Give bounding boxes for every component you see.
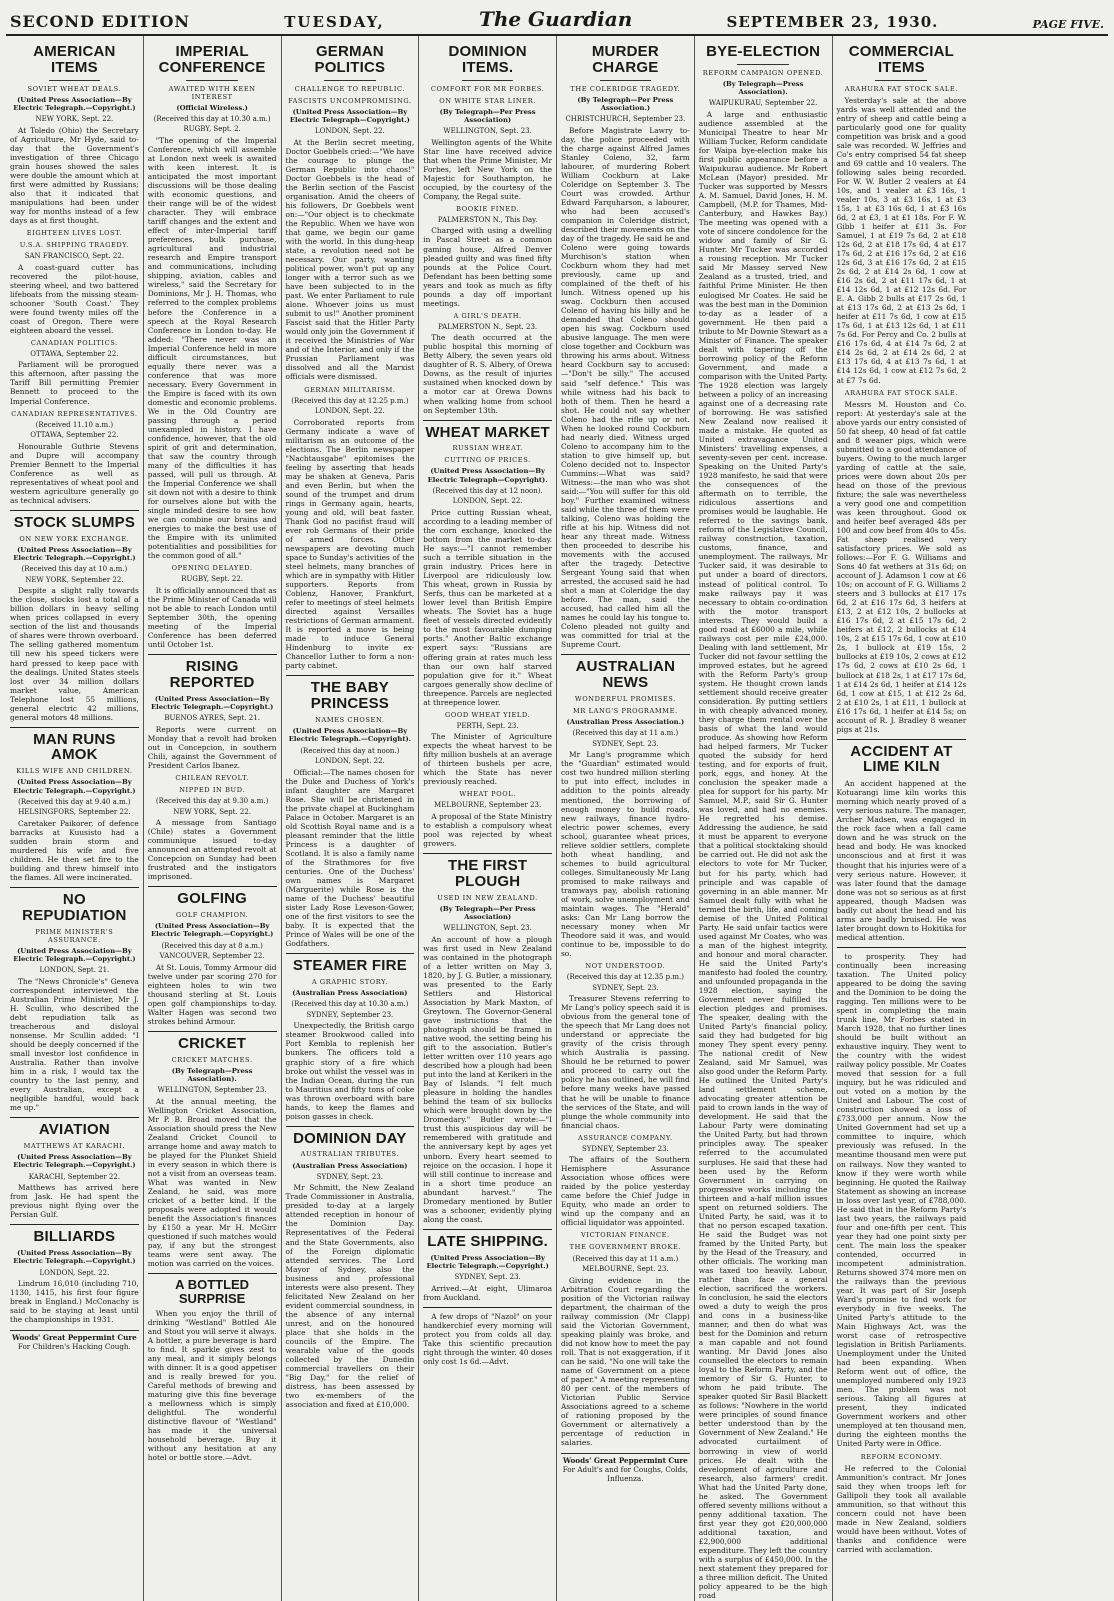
subhead: U.S.A. SHIPPING TRAGEDY. bbox=[19, 241, 130, 249]
divider bbox=[875, 80, 927, 81]
headline-german-politics: GERMAN POLITICS bbox=[314, 43, 386, 76]
dateline: CHRISTCHURCH, September 23. bbox=[565, 115, 686, 124]
ad-tagline: For Children's Hacking Cough. bbox=[17, 1342, 131, 1351]
wire-credit: (By Telegraph—Press Association). bbox=[171, 1066, 253, 1083]
article-text: An account of how a plough was first used in New Zealand was contained in the photograph of a letter written on May 3, 1820, by J. G. Butler, a missionary, was presented to the Early Settlers and Historical Association by Mark Maxton, of Greytown. The Governor-General gave instructions that the photograph should be framed in native wood, the setting being his gift to the association. Butler's letter written over 110 years ago described how a plough had been put into the land at Kerikeri in the Bay of Islands. "I felt much pleasure in holding the handles behind the team of six bullocks which were brought down by the Dromedary." Butler wrote:—"I trust this auspicious day will be remembered with gratitude and the anniversary kept by ages yet unborn. Every heart seemed to rejoice on the occasion. I hope it will still continue to increase and in a short time produce an abundant harvest." The Dromedary mentioned by Butler was a schooner, evidently plying along the coast. bbox=[423, 934, 553, 1224]
wire-credit: (United Press Association—By Electric Telegraph.—Copyright.) bbox=[150, 694, 274, 711]
subhead: WHEAT POOL. bbox=[459, 790, 516, 799]
article-text: Messrs M. Houston and Co. report: At yesterday's sale at the above yards our entry consisted of 50 fat sheep, 40 head of fat cattle and 8 weaner pigs, which were submitted to a good attendance of buyers. Owing to the much larger yarding of cattle at the sale, prices were down about 20s per head on those of the previous fixture; the sale was nevertheless a very good one and competition was keen throughout. Good ox and heifer beef averaged 48s per 100 and cow beef from 40s to 45s. Fat sheep realised very satisfactory prices. We sold as follows:—For F. G. Williams and Sons 40 fat wethers at 31s 6d; on account of J. Adamson 1 cow at £6 10s; on account of F. G. Williams 2 steers and 3 bullocks at £17 17s 6d, 2 at £16 17s 6d, 3 heifers at £13, 2 at £12 10s, 2 bullocks at £16 17s 6d, 2 at £15 17s 6d, 2 heifers at £12, 2 bullocks at £14 10s, 2 at £15 17s 6d, 1 cow at £10 2s, 1 bullock at £19 15s, 2 bullocks at £19 10s, 2 cows at £12 17s 6d, 2 cows at £10 2s 6d, 1 bullock at £18 2s, 1 at £17 17s 6d, 1 at £14 2s 6d, 1 heifer at £14 12s 6d, 1 cow at £15, 1 at £12 2s 6d, 2 at £10 2s, 1 at £11, 1 bullock at £16 17s 6d, 1 heifer at £14 5s; on account of R. J. Bradley 8 weaner pigs at 21s. bbox=[836, 399, 967, 734]
dateline: PALMERSTON N., This Day. bbox=[437, 215, 538, 224]
article-text: A message from Santiago (Chile) states a Government communique issued to-day announced an attempted revolt at Concepcion on Sunday had been frustrated and the instigators imprisoned. bbox=[147, 818, 277, 882]
subhead: NAMES CHOSEN. bbox=[315, 715, 385, 724]
dateline: LONDON, Sept. 21. bbox=[39, 966, 110, 975]
dateline: RUGBY, Sept. 2. bbox=[183, 125, 241, 134]
subhead: GOLF CHAMPION. bbox=[175, 911, 249, 919]
dateline: KARACHI, September 22. bbox=[28, 1172, 121, 1181]
article-text: At the annual meeting, the Wellington Cricket Association, Mr P. B. Broad moved that the Association should press the New Zealand Cricket Council to arrange home and away match to be played for the Plunket Shield in every season in which there is not a visit from an overseas team. What was wanted in New Zealand, he said, was more cricket of a better kind. If the proposals were adopted it would benefit the Association's finances by £150 a year. Mr H. McGirr questioned if such matches would pay, if any but the strongest teams were sent away. The motion was carried on the voices. bbox=[147, 1096, 277, 1269]
wire-credit: (United Press Association—By Electric Telegraph.—Copyright.) bbox=[426, 1253, 549, 1270]
divider bbox=[324, 80, 376, 81]
subhead: FASCISTS UNCOMPROMISING. bbox=[288, 96, 412, 105]
divider bbox=[561, 654, 690, 655]
wire-credit: (United Press Association—By Electric Telegraph.—Copyright.) bbox=[13, 95, 136, 112]
received-time: (Received this day at 9.40 a.m.) bbox=[18, 797, 131, 806]
article-text: Matthews has arrived here from Jask. He had spent the previous night flying over the Persian Gulf. bbox=[10, 1183, 139, 1220]
subhead: AWAITED WITH KEEN INTEREST bbox=[168, 84, 256, 101]
received-time: (Received this day at 11 a.m.) bbox=[572, 729, 679, 738]
received-time: (Received this day at 10.30 a.m.) bbox=[153, 114, 271, 123]
headline-commercial-items: COMMERCIAL ITEMS bbox=[848, 43, 955, 76]
headline-man-runs-amok: MAN RUNS AMOK bbox=[33, 730, 116, 764]
subhead: ON NEW YORK EXCHANGE. bbox=[19, 534, 130, 543]
subhead: MR LANG'S PROGRAMME. bbox=[573, 706, 678, 715]
dateline: WELLINGTON, September 23. bbox=[157, 1086, 267, 1095]
dateline: MELBOURNE, September 23. bbox=[434, 801, 542, 810]
subhead: KILLS WIFE AND CHILDREN. bbox=[16, 767, 133, 776]
divider bbox=[10, 1224, 139, 1225]
column-6 bbox=[695, 36, 833, 1601]
article-text: Mr Lang's programme which the "Guardian" estimated would cost two hundred million sterling to put into effect, includes in addition to the points already mentioned, the borrowing of enough money to build roads, new railways, finance hydro-electric power schemes, every school, guarantee wheat prices, relieve soldier settlers, complete both wheat handling, and schemes to build agricultural colleges. Simultaneously Mr Lang promised to make railways and tramways pay, abolish rationing of work, solve unemployment and maintain wages. The "Herald" asks: Can Mr Lang borrow the necessary money when Mr Theodore said it was, and would continue to be, impossible to do so. bbox=[561, 750, 690, 959]
subhead: RUSSIAN WHEAT. bbox=[452, 444, 523, 453]
article-text: A coast-guard cutter has recovered the pilot-house, steering wheel, and two battered lifeboats from the missing steam-schooner 'South Coast.' They were found twenty miles off the coast of Oregon. There were eighteen aboard the vessel. bbox=[10, 262, 139, 335]
dateline: SYDNEY, Sept. 23. bbox=[454, 1273, 521, 1282]
subhead: BOOKIE FINED. bbox=[456, 204, 520, 213]
article-text: Honourable Guthrie Stevens and Dupre will accompany Premier Bennett to the Imperial Conference as well as representatives of wheat pool and western agriculture generally go as technical advisers. bbox=[10, 441, 139, 505]
headline-dominion-day: DOMINION DAY bbox=[293, 1129, 407, 1147]
dateline: LONDON, Sept. 22. bbox=[314, 757, 385, 766]
article-text: The "News Chronicle's" Geneva correspondent interviewed the Australian Prime Minister, Mr J. H. Scullin, who described the debt repudiation talk as treacherous and disloyal nonsense. Mr Scullin added: "I should be deeply concerned if the small investor lost confidence in Australia. Rather than involve him in a risk, I would tax the country to the last penny, and every Australian, except a negligible handful, would back me up." bbox=[10, 976, 139, 1113]
article-text: Reports were current on Monday that a revolt had broken out in Concepcion, in southern Chili, against the Government of President Carlos Ibanez. bbox=[147, 724, 277, 770]
subhead: EIGHTEEN LIVES LOST. bbox=[26, 228, 123, 237]
divider bbox=[286, 953, 415, 954]
dateline: NEW YORK, Sept. 22. bbox=[173, 807, 252, 816]
divider bbox=[10, 887, 139, 888]
article-text: Price cutting Russian wheat, according to a leading member of the corn exchange, knocked the bottom from the market to-day. He says:—"I cannot remember such a terrible situation in the grain industry. Prices here in Liverpool are ridiculously low. This wheat, grown in Russia by Serfs, thus can be marketed at a lower level than British Empire wheats. The Soviet has a huge fleet of vessels directed evidently to the most favourable dumping ports." Another Baltic exchange expert says: "Russians are offering grain at rates much less than our own half starved population give for it." Wheat cargoes generally show decline of threepence. Parcels are neglected at threepence lower. bbox=[423, 508, 552, 707]
subhead: NOT UNDERSTOOD. bbox=[585, 962, 666, 971]
divider bbox=[286, 1126, 415, 1127]
masthead-day: TUESDAY, bbox=[284, 13, 385, 31]
received-time: (Received this day at noon.) bbox=[300, 746, 400, 755]
article-text: Charged with using a dwelling in Pascal Street as a common gaming house, Alfred Denver pleaded guilty and was fined fifty pounds at the Police Court. Defendant has been betting some years and took as much as fifty pounds a day off important meetings. bbox=[423, 226, 552, 308]
subhead: ON WHITE STAR LINER. bbox=[439, 96, 536, 105]
masthead-date: SEPTEMBER 23, 1930. bbox=[726, 13, 939, 31]
article-text: Yesterday's sale at the above yards was well attended and the entry of sheep and cattle being a particularly good one for quality competition was brisk and a good sale was recorded. W. Jeffries and Co's entry comprised 54 fat sheep and 69 cattle and 10 vealers. The following sales being recorded. For W. W. Butler 2 vealers at £4 10s, and 1 vealer at £3 16s, 1 vealer 10s, 3 at £3 16s, 1 at £3 15s, 1 at £3 16s 6d, 1 at £3 16s 6d, 2 at £3, 1 at £1 18s. For F. W. Gibb 1 heifer at £11 3s. For Samuel, 1 at £19 7s 6d, 2 at £18 12s 6d, 2 at £18 17s 6d, 4 at £17 17s 6d, 2 at £16 17s 6d, 2 at £16 12s 6d, 3 at £16 17s 6d, 2 at £15 2s 6d, 2 at £14 2s 6d, 1 cow at £16 2s 6d, 2 at £11 17s 6d, 1 at £14 12s 6d, 1 at £12 12s 6d. For E. A. Gibb 2 bulls at £17 2s 6d, 1 at £13 17s 6d, 2 at £13 2s 6d, 1 heifer at £11 7s 6d, 1 cow at £15 17s 6d, 1 at £13 12s 6d, 1 at £11 7s 6d. For Percy and Co. 2 bulls at £16 17s 6d, 4 at £14 7s 6d, 2 at £14 2s 6d, 2 at £14 2s 6d, 2 at £13 17s 6d, 4 at £13 7s 6d, 1 at £14 12s 6d, 1 cow at £12 7s 6d, 2 at £7 7s 6d. bbox=[836, 95, 967, 385]
headline-aviation: AVIATION bbox=[38, 1121, 110, 1139]
subhead: CANADIAN REPRESENTATIVES. bbox=[11, 409, 138, 418]
page-number: PAGE FIVE. bbox=[1032, 18, 1104, 31]
headline-australian-news: AUSTRALIAN NEWS bbox=[575, 658, 676, 692]
headline-murder-charge: MURDER CHARGE bbox=[591, 43, 659, 76]
column-2 bbox=[144, 36, 282, 1601]
dateline: SYDNEY, September 23. bbox=[581, 1144, 669, 1153]
subhead: CANADIAN POLITICS. bbox=[30, 338, 118, 347]
subhead: MATTHEWS AT KARACHI. bbox=[23, 1141, 126, 1150]
article-text: Lindrum 16,010 (including 710, 1130, 1415, his first four figure break in England.) McConachy is said to be staying at least until the championships in 1931. bbox=[10, 1279, 139, 1325]
article-text: Arrived.—At eight, Ulimaroa from Auckland. bbox=[423, 1283, 552, 1302]
article-text: Unexpectedly, the British cargo steamer Brookwood called into Port Kembla to replenish her bunkers. The officers told a graphic story of a fire which broke out whilst the vessel was in the Indian Ocean, during the run to Mauritius and fifty tons of coke was thrown overboard with bare hands, to keep the flames and poison gasses in check. bbox=[285, 1021, 415, 1121]
dateline: HELSINGFORS, September 22. bbox=[18, 808, 131, 817]
article-text: It is officially announced that as the Prime Minister of Canada will not be able to reach London until September 30th, the opening meeting of the Imperial Conference has been deferred until October 1st. bbox=[147, 585, 277, 650]
divider bbox=[148, 654, 277, 655]
divider bbox=[286, 675, 415, 676]
wire-credit: (United Press Association—By Electric Telegraph.—Copyright.) bbox=[13, 778, 136, 795]
subhead: CHILEAN REVOLT. bbox=[175, 773, 249, 782]
subhead: CHALLENGE TO REPUBLIC. bbox=[294, 84, 406, 93]
received-time: (Received this day at 8 a.m.) bbox=[161, 941, 263, 950]
wire-credit: (United Press Association—By Electric Telegraph.—Copyright.) bbox=[13, 946, 136, 963]
headline-accident-lime-kiln: ACCIDENT AT LIME KILN bbox=[850, 742, 953, 776]
subhead: WONDERFUL PROMISES. bbox=[574, 694, 676, 703]
wire-credit: (Australian Press Association) bbox=[292, 1161, 408, 1170]
subhead: ASSURANCE COMPANY. bbox=[578, 1133, 673, 1142]
wire-credit: (United Press Association—By Electric Telegraph.—Copyright.) bbox=[150, 922, 274, 939]
dateline: LONDON, Sept. 22. bbox=[314, 127, 385, 136]
dateline: SYDNEY, Sept. 23. bbox=[316, 1172, 383, 1181]
article-text: The death occurred at the public hospital this morning of Betty Albery, the seven years old daughter of R. S. Albery, of Orewa Downs, as the result of injuries sustained when knocked down by a motor car at Orewa Downs when walking home from school on September 13th. bbox=[423, 333, 552, 415]
divider bbox=[837, 947, 967, 948]
divider bbox=[186, 80, 238, 81]
received-time: (Received this day at 12 noon). bbox=[432, 486, 543, 495]
headline-stock-slumps: STOCK SLUMPS bbox=[13, 513, 136, 531]
headline-bottled-surprise: A BOTTLED SURPRISE bbox=[175, 1277, 250, 1306]
subhead: THE COLERIDGE TRAGEDY. bbox=[570, 84, 681, 93]
received-time: (Received this day at 10.30 a.m.) bbox=[291, 1000, 409, 1009]
subhead: A GIRL'S DEATH. bbox=[453, 311, 522, 320]
dateline: SYDNEY, Sept. 23. bbox=[592, 983, 659, 992]
article-text: Despite a slight rally towards the close, stocks lost a total of a billion dollars in heavy selling when prices collapsed in every section of the list and thousands of shares were thrown overboard. The selling gathered momentum till new his speed tickers were hard pressed to keep pace with the dealings. United States steels lost over 34 million dollars market value, American Telephone lost 55 millions, general electric 42 millions, general motors 48 millions. bbox=[10, 586, 139, 722]
newspaper-title: The Guardian bbox=[478, 7, 633, 31]
subhead: OPENING DELAYED. bbox=[171, 564, 253, 573]
wire-credit: (Official Wireless.) bbox=[176, 103, 248, 112]
dateline: WELLINGTON, Sept. 23. bbox=[443, 127, 532, 136]
wire-credit: (United Press Association—By Electric Telegraph—Copyright). bbox=[427, 467, 548, 484]
dateline: MELBOURNE, Sept. 23. bbox=[582, 1265, 669, 1274]
received-time: (Received 11.10 a.m.) bbox=[35, 420, 114, 429]
dateline: SYDNEY, Sept. 23. bbox=[592, 739, 659, 748]
headline-cricket: CRICKET bbox=[178, 1034, 247, 1052]
article-text: At St. Louis, Tommy Armour did twelve under par scoring 270 for eighteen holes to win two thousand sterling at St. Louis open golf championships to-day. Walter Hagen was second two strokes behind Armour. bbox=[147, 962, 277, 1026]
wire-credit: (By Telegraph—Press Association). bbox=[722, 79, 804, 97]
subhead: REFORM CAMPAIGN OPENED. bbox=[702, 68, 824, 77]
headline-no-repudiation: NO REPUDIATION bbox=[22, 891, 127, 924]
advertisement bbox=[10, 1330, 139, 1352]
column-7 bbox=[833, 36, 971, 1601]
dateline: OTTAWA, September 22. bbox=[30, 431, 119, 440]
wire-credit: (United Press Association—By Electric Telegraph.—Copyright.) bbox=[13, 1153, 136, 1170]
divider bbox=[148, 1273, 277, 1274]
divider bbox=[423, 420, 552, 421]
wire-credit: (United Press Association—By Electric Telegraph—Copyright.) bbox=[289, 107, 410, 124]
subhead: ARAHURA FAT STOCK SALE. bbox=[844, 388, 959, 397]
wire-credit: (United Press Association—By Electric Telegraph.—Copyright.) bbox=[13, 1248, 136, 1266]
divider bbox=[10, 1117, 139, 1118]
masthead bbox=[6, 6, 1108, 36]
subhead: USED IN NEW ZEALAND. bbox=[437, 893, 538, 902]
ad-tagline: For Adult's and for Coughs, Colds, Influenza. bbox=[562, 1464, 689, 1483]
article-text: An accident happened at the Kotuarangi lime kiln works this morning which nearly proved of a very serious nature. The manager, Archer Madsen, was engaged in the rock face when a fall came down and he was struck on the head and body. He was knocked unconscious and at first it was thought that his injuries were of a very serious nature. However, it was later found that the damage done was not so serious as at first appeared, though Madsen was badly cut about the head and his arms are badly bruised. He was later brought down to Hokitika for medical attention. bbox=[836, 779, 967, 942]
subhead: THE GOVERNMENT BROKE. bbox=[569, 1243, 682, 1252]
article-text: Before Magistrate Lawry to-day, the police proceeded with the charge against Alfred James Stanley Coleno, 32, farm labourer, of murdering Robert William Cockburn at Lake Coleridge on September 3. The Court was crowded. Arthur Edward Farquharson, a labourer, who had been accused's companion in Coleridge district, described their movements on the day of the tragedy. He said he and Coleno were going towards Murchison's station when Cockburn whom they had met previously, came up and complained of the theft of his lunch. Witness opened up his swag. Cockburn then accused Coleno of having his billy and he demanded that Coleno should open his swag. Cockburn used abusive language. The men were close together and Cockburn was throwing his arms about. Witness heard Cockburn say to accused:—"Don't be silly." The accused said "self defence." This was while witness had his back to both of them. Then he heard a shot. He could not say whether Coleno had the rifle up or not. When he looked round Cockburn had nearly died. Witness urged Coleno to accompany him to the station to give himself up, but Coleno decided not to. Inspector Cummins:—What was said? Witness:—the man who was shot said:—"You will suffer for this old boy." Further examined witness said while the three of them were talking, Coleno was holding the rifle at his hip. Witness did not hear any threat made. Witness then proceeded to describe his movements with the accused after the tragedy. Detective Sergeant Young said that when arrested, the accused said he had shot a man at Coleridge the day before. The man, said the accused, had called him all the names he could lay his tongue to. Coleno pleaded not guilty and was committed for trial at the Supreme Court. bbox=[561, 125, 690, 650]
article-text: A large and enthusiastic audience assembled at the Municipal Theatre to hear Mr William Tucker, Reform candidate for Waipa bye-election make his first public appearance before a Waipukurau audience. Mr Robert McLean (Mayor) presided. Mr Tucker was supported by Messrs A. M. Samuel, David Jones, H. M. Campbell, (M.P. for Thames, Mid-Canterbury, and Hawkes Bay.) The meeting was opened with a vote of sincere condolence for the widow and family of Sir G. Hunter. Mr Tucker was accorded a rousing reception. Mr Tucker said Mr Massey served New Zealand as a trusted, tried, and faithful Prime Minister. He then eulogised Mr Coates. He said he was the best man in the Dominion to-day as a leader of a government. He then paid a tribute to Mr Downie Stewart as a Minister of Finance. The speaker dealt with tapering off the borrowing policy of the Reform Government, and made a comparison with the United Party. The 1928 election was largely between a policy of an increasing against one of a decreasing rate of borrowing. He was satisfied New Zealand now realised it made a mistake. He quoted as United extravagance United Ministers' travelling expenses, a seventy-seven per cent. increase. Speaking on the United Party's 1928 manifesto, he said that were the consequences of the aftermath on to terrible, the ridiculous assertions and promises would be laughable. He referred to the savings bank, reform of the Legislative Council, railway construction, taxation, customs, finance, and unemployment. The railways, Mr Tucker said, it was desirable to put under a board of directors, instead of political control. To make railways pay it was necessary to obtain co-ordination with the motor transport interests. They would build a good road at £6000 a mile, while railways cost per mile £24,000. Dealing with land settlement, Mr Tucker did not favour settling the improved estates, but he agreed with the Reform Party's group system. He thought crown lands settlement should receive greater consideration. By putting settlers in with cheaply advanced money, they charge them rental over the basis of what the land would produce. As showing how Reform had helped farmers, Mr Tucker quoted the subsidy for herd testing, and for exports of fruit, pork, eggs, and honey. At the conclusion the speaker made a plea for support for his party. Mr Samuel, M.P., said Sir G. Hunter was loved, and had no enemies. He regretted his demise. Addressing the audience, he said it must be apparent to everyone that a political stocktaking should be carried out. He did not ask the electors to vote for Mr Tucker, but for his party, which had principle and was capable of governing in an able manner. Mr Samuel dealt fully with what he termed the birth, life, and coming demise of the United Political Party. He said unfair tactics were used against Mr Coates, who was a man of the highest integrity, and honour and moral character. He said the United Party's manifesto had fooled the country, and unfounded propaganda in the 1928 election, saying the Government never fulfilled its election pledges and promises. The speaker, dealing with the United Party's financial policy, said they had budgeted for big money They spent every penny. The national credit of New Zealand, said Mr Samuel, was also good under the Reform Party. He outlined the United Party's land settlement scheme, advocating greater attention be paid to crown lands in the way of development. He said that the Labour Party were dominating the United Party, but had thrown principles away. The speaker referred to the accumulated surpluses. He said that these had been used by the Reform Government in carrying on progressive works including the thirteen and a-half million issues spent on returned soldiers. The United Party, he said, was it to that no person escaped taxation. He said the Budget was not framed by the United Party, but by the Head of the Treasury, and other officials. The working man was taxed too heavily. Labour, rather than face a general election, sacrificed the workers. In conclusion, he said the electors owed a duty to weigh the pros and cons in a business-like manner, and then do what was best for the Dominion and return a man capable and not found wanting. Mr David Jones also counselled the electors to remain loyal to the Reform Party, and the memory of Sir G. Hunter, to whom he paid tribute. The speaker quoted Sir Basil Blackett as follows: "Nowhere in the world were principles of sound finance better understood than by the Government of New Zealand." He advocated curtailment of borrowing in view of world prices. He dealt with the development of agriculture and research, also farmers' credit. What had the United Party done, he asked. The Government offered seventy millions without a penny additional taxation. The first year they got £20,000,000 additional taxation, and £2,900,000 additional expenditure. They left the country with a surplus of £450,000. In the next statement they prepared for a three million deficit. The United policy appeared to be the high road bbox=[698, 109, 828, 1600]
column-3 bbox=[282, 36, 420, 1601]
article-text: He referred to the Colonial Ammunition's contract. Mr Jones said they when troops left for Gallipoli they took all available ammunition, so that without this concern could not have been made in New Zealand, soldiers would have been without. Votes of thanks and confidence were carried with acclamation. bbox=[836, 1463, 967, 1554]
ad-title: Woods' Great Peppermint Cure bbox=[12, 1333, 137, 1343]
divider bbox=[423, 1307, 552, 1308]
headline-late-shipping: LATE SHIPPING. bbox=[427, 1232, 549, 1250]
subhead: SOVIET WHEAT DEALS. bbox=[27, 84, 122, 93]
received-time: (Received this day at 11 a.m.) bbox=[572, 1254, 679, 1263]
subhead: PRIME MINISTER'S ASSURANCE. bbox=[35, 927, 114, 944]
article-text: At Toledo (Ohio) the Secretary of Agriculture, Mr Hyde, said to-day that the Government's investigation of three Chicago grain houses showed the sales were double the amount which at first were admitted by Russians; also that it indicated that manipulations had been under way for months instead of a few days as at first thought. bbox=[10, 125, 139, 225]
divider bbox=[600, 80, 652, 81]
divider bbox=[423, 1229, 552, 1230]
divider bbox=[148, 886, 277, 887]
article-text: Wellington agents of the White Star line have received advice that when the Prime Minister, Mr Forbes, left New York on the Majestic for Southampton, he occupied, by the courtesy of the Company, the Regal suite. bbox=[423, 137, 552, 201]
dateline: SYDNEY, September 23. bbox=[306, 1010, 394, 1019]
dateline: LONDON, Sept. 22. bbox=[452, 497, 523, 506]
received-time: (Received this day at 12.25 p.m.) bbox=[291, 396, 409, 405]
dateline: OTTAWA, September 22. bbox=[30, 349, 119, 358]
headline-steamer-fire: STEAMER FIRE bbox=[292, 957, 407, 975]
dateline: RUGBY, Sept. 22. bbox=[181, 575, 244, 584]
article-text: "The opening of the Imperial Conference, which will assemble at London next week is awaited with keen interest. It is anticipated the most important discussions will be those dealing with economic questions, and their range will be of the widest character. They will embrace tariff changes and the extent and effect of inter-Imperial tariff preferences, bulk purchase, agricultural and industrial research and Empire transport and communications, including shipping, aviation, cables and wireless," said the Secretary for Dominions, Mr J. H. Thomas, who referred to the complex problems before the Conference in a speech at the Royal Research Conference in London to-day. He added: "There never was an Imperial Conference held in more difficult circumstances, but equally there never was a conference that was more necessary. Every Government in the Empire is faced with its own domestic and economic problems. We in the Old Country are passing through a period unexampled in history. I have confidence, however, that the old spirit of grit and determination, that saw the country through many of the difficulties it has passed, will pull us through. At the Imperial Conference we shall sit down not with a desire to think for ourselves alone but with the single minded desire to see how we can combine our brains and energies to make the best use of the Empire with its unlimited potentialities and possibilities for the common good of all." bbox=[147, 135, 277, 561]
column-4 bbox=[419, 36, 557, 1601]
divider bbox=[148, 1031, 277, 1032]
dateline: PALMERSTON N., Sept. 23. bbox=[438, 322, 538, 331]
headline-rising-reported: RISING REPORTED bbox=[169, 658, 255, 691]
wire-credit: (By Telegraph—Per Press Association.) bbox=[577, 95, 674, 112]
subhead: AUSTRALIAN TRIBUTES. bbox=[300, 1150, 400, 1159]
subhead: CRICKET MATCHES. bbox=[171, 1055, 253, 1064]
columns bbox=[6, 36, 1108, 1600]
wire-credit: (United Press Association—By Electric Telegraph.—Copyright). bbox=[288, 727, 412, 744]
headline-first-plough: THE FIRST PLOUGH bbox=[447, 857, 528, 890]
dateline: BUENOS AYRES, Sept. 21. bbox=[164, 714, 260, 723]
dateline: LONDON, Sept. 22. bbox=[39, 1268, 110, 1277]
divider bbox=[10, 510, 139, 511]
subhead: NIPPED IN BUD. bbox=[179, 785, 246, 794]
subhead: CUTTING OF PRICES. bbox=[444, 456, 531, 465]
dateline: WAIPUKURAU, September 22. bbox=[708, 99, 818, 108]
article-text: to prosperity. They had continually been increasing taxation. The United policy appeared to be doing the saving and the Dominion to be doing the ragging. Ten millions were to be spent in completing the main trunk line, Mr Forbes stated in March 1928, that no further lines should be built without an exhaustive inquiry. They went to the country with the widest railway policy possible. Mr Coates moved that session for a full inquiry, but he was ridiculed and out voted on a motion by the United and Labour. The cost of construction showed a loss of £733,000 per annum. Now the United Government had set up a committee to inquire, which previously was refused. In the meantime thousand men were put on railways. Now they wanted to know if they were worth while beginning. He quoted the Railway Statement as showing an increase in loss over last year, of £788,000. He said that in the Reform Party's last two years, the railways paid four and one-fifth per cent. This year they had one point sixty per cent. The main loss the speaker contended, occurred in incompetent administration. Returns showed 374 more men on the railways than the previous year. It was part of Sir Joseph Ward's promise to find work for everybody in five weeks. The United Party's attitude to the Main Highways Act, was the worst case of retrospective legislation in British Parliaments. Unemployment under the United had been expanding. When Reform went out of office, the unemployed numbered only 1923 men. The problem was not serious. Taking all figures at present, they indicated Government workers and other unemployed at ten thousand men, during the eighteen months the United Party were in Office. bbox=[836, 951, 967, 1449]
article-text: Parliament will be prorogued this afternoon, after passing the Tariff Bill permitting Premier Bennett to proceed to the Imperial Conference. bbox=[10, 360, 139, 406]
headline-dominion-items: DOMINION ITEMS. bbox=[448, 43, 527, 76]
subhead: ARAHURA FAT STOCK SALE. bbox=[844, 84, 959, 93]
divider bbox=[10, 727, 139, 728]
headline-billiards: BILLIARDS bbox=[33, 1228, 116, 1246]
headline-golfing: GOLFING bbox=[177, 890, 247, 908]
headline-wheat-market: WHEAT MARKET bbox=[425, 423, 550, 441]
wire-credit: (United Press Association—By Electric Telegraph.—Copyright.) bbox=[13, 545, 136, 562]
article-text: Caretaker Paikorer, of defence barracks at Kuusisto had a sudden brain storm and murdered his wife and five children. He then set fire to the building and threw himself into the flames. All were incinerated. bbox=[10, 818, 139, 883]
article-text: The affairs of the Southern Hemisphere Assurance Association whose offices were raided by the police yesterday came before the Chief Judge in Equity, who made an order to wind up the company and an official liquidator was appointed. bbox=[561, 1155, 690, 1228]
dateline: NEW YORK, September 22. bbox=[25, 575, 124, 584]
article-text: Giving evidence in the Arbitration Court regarding the position of the Victorian railway department, the chairman of the railway commission (Mr Clapp) said the Victorian Government, speaking plainly was broke, and did not know how to meet the pay roll. That is not exaggeration, if it can be said. "No one will take the name of Government on a piece of paper." A meeting representing 80 per cent. of the members of Victorian Public Service Associations agreed to a scheme of rationing proposed by the Government or alternatively a percentage of reduction in salaries. bbox=[561, 1275, 690, 1448]
article-text: A proposal of the State Ministry to establish a compulsory wheat pool was rejected by wheat growers. bbox=[423, 812, 552, 849]
wire-credit: (Australian Press Association) bbox=[292, 989, 408, 998]
column-1 bbox=[6, 36, 144, 1601]
dateline: NEW YORK, Sept. 22. bbox=[35, 115, 114, 124]
advertisement bbox=[561, 1453, 690, 1483]
advertisement-text: A few drops of "Nazol" on your handkerchief every morning will protect you from colds all day. Take this scientific precaution right through the winter. 40 doses only cost 1s 6d.—Advt. bbox=[423, 1311, 552, 1366]
subhead: VICTORIAN FINANCE. bbox=[581, 1231, 670, 1240]
subhead: GOOD WHEAT YIELD. bbox=[445, 710, 531, 719]
dateline: LONDON, Sept. 22. bbox=[314, 407, 385, 416]
edition-label: SECOND EDITION bbox=[10, 12, 190, 31]
article-text: Official:—The names chosen for the Duke and Duchess of York's infant daughter are Margaret Rose. She will be christened in the private chapel at Buckingham Palace in October. Margaret is an old Scottish Royal name and is a pleasant reminder that the little Princess is a daughter of Scotland. It is also a family name of the Strathmores for five centuries. One of the Duchess' own names is Margaret (Marguerite) while Rose is the name of the Duchess' beautiful sister Lady Rose Leveson-Gower, one of the first visitors to see the baby. It is expected that the Prince of Wales will be one of the Godfathers. bbox=[285, 767, 415, 949]
divider bbox=[837, 739, 967, 740]
dateline: VANCOUVER, September 22. bbox=[159, 952, 265, 961]
divider bbox=[49, 80, 101, 81]
dateline: WELLINGTON, Sept. 23. bbox=[443, 924, 532, 933]
article-text: Mr Schmitt, the New Zealand Trade Commissioner in Australia, presided to-day at a largely attended reception in honour of the Dominion Day. Representatives of the Federal and the State Governments, also of the Foreign diplomatic attended services. The Lord Mayor of Sydney, also the business and professional interests were also present. They felicitated New Zealand on her evident commercial soundness, in the absence of any internal unrest, and on the honoured place that she holds in the councils of the Empire. The wearable value of the goods collected by the Dunedin commercial travellers on their "Big Day," for the relief of distress, has been assessed by two ex-members of the association and fixed at £10,000. bbox=[285, 1183, 415, 1410]
headline-bye-election: BYE-ELECTION bbox=[706, 43, 821, 60]
advertisement-text: When you enjoy the thrill of drinking "Westland" Bottled Ale and Stout you will serve it always. A bottler, a pure beverage is hard to find. It sparkle gives zest to any meal, and it simply belongs with dinner. It is a good appetiser and is really brewed for you. Careful methods of brewing and maturing give this fine beverage a mellowness which is simply delightful. The wonderful distinctive flavour of "Westland" has made it the universal household beverage. Buy it without any hesitation at any hotel or bottle store.—Advt. bbox=[147, 1308, 277, 1463]
dateline: SAN FRANCISCO, Sept. 22. bbox=[24, 252, 125, 261]
subhead: REFORM ECONOMY. bbox=[860, 1452, 943, 1461]
ad-title: Woods' Great Peppermint Cure bbox=[563, 1456, 688, 1466]
subhead: GERMAN MILITARISM. bbox=[304, 385, 396, 394]
wire-credit: (By Telegraph—Per Press Association) bbox=[439, 107, 536, 124]
received-time: (Received this day at 9.30 a.m.) bbox=[155, 796, 269, 805]
subhead: A GRAPHIC STORY. bbox=[311, 978, 388, 986]
article-text: Treasurer Stevens referring to Mr Lang's policy speech said it is obvious from the general tone of the speech that Mr Lang does not understand or appreciate the gravity of the crisis through which Australia is passing. Should he be returned to power and proceed to carry out the policy he has outlined, he will find before many weeks have passed that he will be unable to finance the services of the State, and will plunge the whole community into financial chaos. bbox=[561, 994, 690, 1130]
received-time: (Received this day at 10 a.m.) bbox=[21, 565, 128, 574]
headline-american-items: AMERICAN ITEMS bbox=[33, 43, 116, 76]
dateline: PERTH, Sept. 23. bbox=[456, 721, 519, 730]
divider bbox=[737, 64, 789, 65]
wire-credit: (By Telegraph—Per Press Association) bbox=[439, 904, 536, 921]
article-text: Corroborated reports from Germany indicate a wave of militarism as an outcome of the elections. The Berlin newspaper "Nachtausgabe" epitomises the feeling by asserting that heads may be shaken at Geneva, Paris and even Berlin, but when the sound of the trumpet and drum rings in Germany again, hearts, young and old, will beat faster. Thank God no pacifist fraud will ever rob Germans of their pride of armed forces. Other newspapers are devoting much space to Sunday's activities of the steel helmets, many branches of which are in sympathy with Hitler supporters. Reports from Coblenz, Hanover, Frankfurt, refer to meetings of steel helmets directed against Versailles restrictions of German armament. It is reported a move is being made to induce General Hindenburg to invite ex-Chancellor Luther to form a non-party cabinet. bbox=[285, 417, 415, 671]
divider bbox=[462, 80, 514, 81]
divider bbox=[423, 853, 552, 854]
received-time: (Received this day at 12.35 p.m.) bbox=[566, 973, 684, 982]
wire-credit: (Australian Press Association.) bbox=[566, 718, 685, 726]
article-text: At the Berlin secret meeting, Doctor Goebbels cried:—"We have the courage to plunge the German Republic into chaos!" Doctor Goebbels is the head of the Berlin section of the Fascist organisation. Amid the cheers of his followers, Dr Goebbels went on:—"Our object is to checkmate the Republic. When we have won that game, we begin our game with the world. In this dung-heap state, a revolution need not be necessary. Our party, wanting political power, won't put up any longer with a terror such as we have been subjected to in the past. We enter Parliament to rule alone. Whoever joins us must submit to us!" Another prominent Fascist said that the Hitler Party would only join the Government if it received the Ministries of War and of the Interior, and only if the Prussian Parliament was dissolved and all the Marxist officials were dismissed. bbox=[285, 137, 415, 382]
headline-baby-princess: THE BABY PRINCESS bbox=[310, 679, 390, 713]
article-text: The Minister of Agriculture expects the wheat harvest to be fifty million bushels at an average of thirteen bushels per acre, which the State has never previously reached. bbox=[423, 732, 552, 787]
headline-imperial-conference: IMPERIAL CONFERENCE bbox=[158, 43, 266, 76]
column-5 bbox=[557, 36, 695, 1601]
subhead: COMFORT FOR MR FORBES. bbox=[430, 84, 545, 93]
